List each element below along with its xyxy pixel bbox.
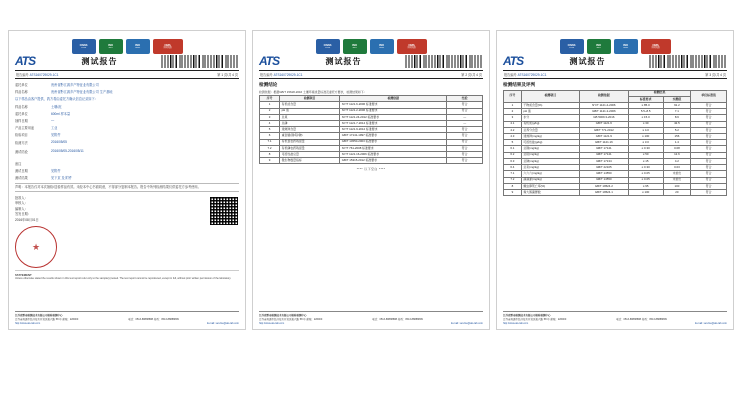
ats-logo: ATS — [15, 54, 36, 68]
barcode-icon — [405, 55, 483, 68]
field-row — [15, 110, 239, 117]
iso14001-mark: ISO 14001 — [370, 39, 394, 54]
field-row — [15, 139, 239, 148]
col-judgement: 单位标准值 — [691, 90, 727, 102]
page-header — [15, 55, 239, 68]
page-title: 测试报告 — [569, 57, 606, 66]
iso9001-mark: ISO 9001 — [343, 39, 367, 54]
footer-website-link[interactable]: http://www.ats-lab.com — [503, 322, 529, 325]
conclusion-table — [259, 95, 483, 164]
english-statement-title: STATEMENT — [15, 272, 32, 277]
field-label: 备注 — [15, 161, 22, 166]
field-row — [15, 103, 239, 110]
table-row: 9 微生物数量指标 GB/T 15315-2012 标准要求 符合 — [260, 158, 483, 164]
footer-website-link[interactable]: http://www.ats-lab.com — [259, 322, 285, 325]
divider — [259, 70, 483, 71]
footer-company: 江苏省黔南检测技术有限公司检验检测中心 — [259, 314, 307, 318]
footer-phone: 电话：0513-88888888 传真：0513-88888899 — [128, 317, 179, 321]
table-row: 4.3 速效钾(mg/kg) GB/T 1121.9 ≥ 100 156 符合 — [504, 134, 727, 140]
table-row: 6 重金属(镉/铅/砷) GB/T 17141-1997 标准要求 符合 — [260, 133, 483, 139]
table-row: 3 水分 GB 5009.3-2016 ≤ 15.0 8.6 符合 — [504, 115, 727, 121]
col-requirement: 标准要求 — [628, 96, 663, 102]
field-row — [15, 124, 239, 131]
footer-address: 江苏省南通市经济技术开发区振兴路 58 号 邮编：226000 — [259, 317, 323, 321]
field-label: 测试日期 — [15, 168, 28, 173]
footer-phone: 电话：0513-88888888 传真：0513-88888899 — [616, 317, 667, 321]
table-row: 4 总磷 NY/T 1121.7-2014 标准要求 — — [260, 120, 483, 126]
meta-row — [15, 81, 239, 88]
footer-phone: 电话：0513-88888888 传真：0513-88888899 — [372, 317, 423, 321]
table-row: 5 速效钾含量 NY/T 1121.9-2012 标准要求 符合 — [260, 127, 483, 133]
cma-red-mark: CMA 检验检测 — [397, 39, 427, 54]
cnas-mark: CNAS L1234 — [72, 39, 96, 54]
field-value: 土壤/泥 — [51, 104, 62, 109]
intro-note — [15, 95, 239, 102]
certification-marks — [503, 36, 727, 54]
field-row — [15, 131, 239, 138]
report-page-2 — [252, 30, 490, 330]
report-no-value: ATS160729029-1C1 — [517, 73, 547, 77]
field-value: 600ml 样本量 — [51, 111, 71, 116]
spacer — [259, 171, 483, 311]
meta-value: 贵州省黔江源乡产特征业有限公司 生产基地 — [51, 90, 113, 95]
col-measured: 实测值 — [663, 96, 691, 102]
barcode-icon — [649, 55, 727, 68]
field-label: 产品主要用途 — [15, 126, 35, 131]
footer-address: 江苏省南通市经济技术开发区振兴路 58 号 邮编：226000 — [503, 317, 567, 321]
checker-label: 审核人： — [15, 201, 28, 206]
page-number: 第 3 页/共 4 页 — [705, 73, 726, 77]
footer-company: 江苏省黔南检测技术有限公司检验检测中心 — [503, 314, 551, 318]
english-statement-body: Unless otherwise stated the results shown in this test report refer only to the sample(s) tested. The test report cannot be reproduced, except in full, without prior written permission of the laboratory. — [15, 277, 232, 281]
meta-row — [15, 88, 239, 95]
section-title: 检测结论 — [259, 82, 278, 87]
writer-label: 编制人： — [15, 206, 28, 211]
qr-code-icon — [209, 196, 239, 226]
results-table — [503, 90, 727, 197]
barcode-icon — [161, 55, 239, 68]
field-label: 检测方法 — [15, 140, 28, 145]
ats-logo: ATS — [503, 54, 524, 68]
page-footer — [15, 311, 239, 325]
table-row: 5 可溶性盐(g/kg) GB/T 1121.16 ≤ 3.0 1.4 符合 — [504, 140, 727, 146]
report-no-value: ATS160729029-1C1 — [273, 73, 303, 77]
iso9001-mark: ISO 9001 — [587, 39, 611, 54]
field-label: 检验项目 — [15, 133, 28, 138]
iso14001-mark: ISO 14001 — [126, 39, 150, 54]
table-row: 7.2 有机磷农药残留量 NY/T 761-2008 标准要求 符合 — [260, 145, 483, 151]
field-value: 见附件 — [51, 168, 61, 173]
report-page-1 — [8, 30, 246, 330]
table-row: 6.2 总铅(mg/kg) GB/T 17141 ≤ 50 12.6 符合 — [504, 152, 727, 158]
table-row: 1 干物质含量(%) NY/T 1121.4-2006 ≥ 85.0 91.2 符合 — [504, 102, 727, 108]
table-row: 1 有机质含量 NY/T 1121.6-2006 标准要求 符合 — [260, 102, 483, 108]
ats-logo: ATS — [259, 54, 280, 68]
table-row: 2 pH 值 GB/T 1121.2-2006 5.5~8.5 7.1 符合 — [504, 109, 727, 115]
field-value: — — [51, 118, 55, 123]
report-no-label: 报告编号 — [260, 73, 273, 77]
table-row: 6.1 总镉(mg/kg) GB/T 17141 ≤ 0.30 0.08 符合 — [504, 146, 727, 152]
iso14001-mark: ISO 14001 — [614, 39, 638, 54]
table-row: 8 可溶性盐总量 NY/T 1121.16-2006 标准要求 符合 — [260, 152, 483, 158]
cma-red-mark: CMA 检验检测 — [641, 39, 671, 54]
col-standard: 检测依据 — [340, 96, 447, 102]
meta-label: 委托单位 — [15, 83, 28, 88]
field-value: 2016/05/05 — [51, 139, 67, 144]
divider-thick — [15, 78, 239, 79]
meta-label: 样品名称 — [15, 90, 28, 95]
page-number: 第 1 页/共 4 页 — [217, 73, 238, 77]
field-value: 见附件 — [51, 133, 61, 138]
page-footer — [503, 311, 727, 325]
field-value: 见下页 及 附件 — [51, 175, 72, 180]
col-results-group: 检测结果 — [628, 90, 690, 96]
col-result: 结论 — [447, 96, 483, 102]
page-footer — [259, 311, 483, 325]
table-row: 3 总氮 NY/T 1121.24-2012 标准要求 — — [260, 114, 483, 120]
official-stamp-icon — [15, 226, 57, 268]
intro-text: 以下样品由客户提供，我方将由委托方确认信息记录如下： — [15, 97, 98, 102]
table-row: 6.4 总汞(mg/kg) GB/T 22105 ≤ 0.30 0.03 符合 — [504, 165, 727, 171]
meta-value: 贵州省黔江源乡产特征业有限公司 — [51, 83, 99, 88]
cnas-mark: CNAS L1234 — [560, 39, 584, 54]
col-index: 序号 — [260, 96, 280, 102]
field-label: 样品名称 — [15, 104, 28, 109]
cnas-mark: CNAS L1234 — [316, 39, 340, 54]
footer-email-link[interactable]: E-mail: service@ats-lab.com — [451, 322, 483, 325]
table-row: 9 粪大肠菌群数 GB/T 19524.1 ≤ 100 20 符合 — [504, 190, 727, 196]
certification-marks — [15, 36, 239, 54]
issue-date-value: 2016年08月01日 — [15, 217, 39, 222]
field-row — [15, 148, 239, 160]
report-notice: 声明：本报告仅对本次抽检/送检样品有效。未经本中心书面同意，不得部分复制本报告。报告中所列检测结果仅供委托方参考使用。 — [15, 183, 239, 193]
iso9001-mark: ISO 9001 — [99, 39, 123, 54]
footer-website-link[interactable]: http://www.ats-lab.com — [15, 322, 41, 325]
table-header-row — [504, 90, 727, 96]
sample-fields — [15, 103, 239, 182]
footer-email-link[interactable]: E-mail: service@ats-lab.com — [207, 322, 239, 325]
end-of-content-mark: **** 以下空白 **** — [356, 167, 386, 172]
col-index: 序号 — [504, 90, 522, 102]
table-row: 4.1 有机质(g/kg) GB/T 1121.6 ≥ 30 42.5 符合 — [504, 121, 727, 127]
section-title: 检测结果及评判 — [503, 82, 536, 87]
divider — [503, 70, 727, 71]
field-row — [15, 174, 239, 181]
field-label: 委托单位 — [15, 111, 28, 116]
page-number: 第 2 页/共 4 页 — [461, 73, 482, 77]
issue-date-label: 签发日期： — [15, 212, 31, 217]
page-title: 测试报告 — [325, 57, 362, 66]
field-value: 2016/05/05-2016/05/11 — [51, 148, 84, 153]
col-item: 检测项目 — [280, 96, 340, 102]
table-row: 7.1 有机氯农药残留量 GB/T 14550-2003 标准要求 符合 — [260, 139, 483, 145]
field-label: 抽样日期 — [15, 119, 28, 124]
table-row: 2 pH 值 NY/T 1121.2-2006 标准要求 符合 — [260, 108, 483, 114]
field-row — [15, 167, 239, 174]
table-row: 6.3 总砷(mg/kg) GB/T 17134 ≤ 15 4.2 符合 — [504, 158, 727, 164]
footer-email-link[interactable]: E-mail: service@ats-lab.com — [695, 322, 727, 325]
page-title: 测试报告 — [81, 57, 118, 66]
report-page-3 — [496, 30, 734, 330]
divider — [15, 70, 239, 71]
section-note: 检测依据：根据GB/T 15618-2016 土壤环境质量标准及委托方要求，检测结果如下： — [259, 89, 367, 94]
divider-thick — [503, 78, 727, 79]
client-meta-list — [15, 81, 239, 95]
table-row: 7.2 滴滴涕(mg/kg) GB/T 14550 ≤ 0.05 未检出 符合 — [504, 177, 727, 183]
page-header — [259, 55, 483, 68]
report-no-label: 报告编号 — [504, 73, 517, 77]
page-header — [503, 55, 727, 68]
table-row: 4.2 总养分含量 GB/T 771-2012 ≥ 4.0 5.2 符合 — [504, 127, 727, 133]
cma-red-mark: CMA 检验检测 — [153, 39, 183, 54]
footer-address: 江苏省南通市经济技术开发区振兴路 58 号 邮编：226000 — [15, 317, 79, 321]
report-no-label: 报告编号 — [16, 73, 29, 77]
table-row: 7.1 六六六(mg/kg) GB/T 14550 ≤ 0.05 未检出 符合 — [504, 171, 727, 177]
field-row — [15, 160, 239, 167]
field-label: 测试结果 — [15, 175, 28, 180]
field-label: 测试结论 — [15, 149, 28, 154]
col-item: 检测项目 — [521, 90, 579, 102]
field-value: 工业 — [51, 126, 58, 131]
footer-company: 江苏省黔南检测技术有限公司检验检测中心 — [15, 314, 63, 318]
approver-label: 批准人： — [15, 195, 28, 200]
divider-thick — [259, 78, 483, 79]
table-row: 8 蛔虫卵死亡率(%) GB/T 19524.2 ≥ 95 100 符合 — [504, 183, 727, 189]
col-standard: 检测依据 — [579, 90, 628, 102]
spacer — [503, 196, 727, 311]
report-no-value: ATS160729029-1C1 — [29, 73, 59, 77]
field-row — [15, 117, 239, 124]
signature-area — [15, 196, 239, 268]
certification-marks — [259, 36, 483, 54]
english-statement — [15, 270, 239, 281]
